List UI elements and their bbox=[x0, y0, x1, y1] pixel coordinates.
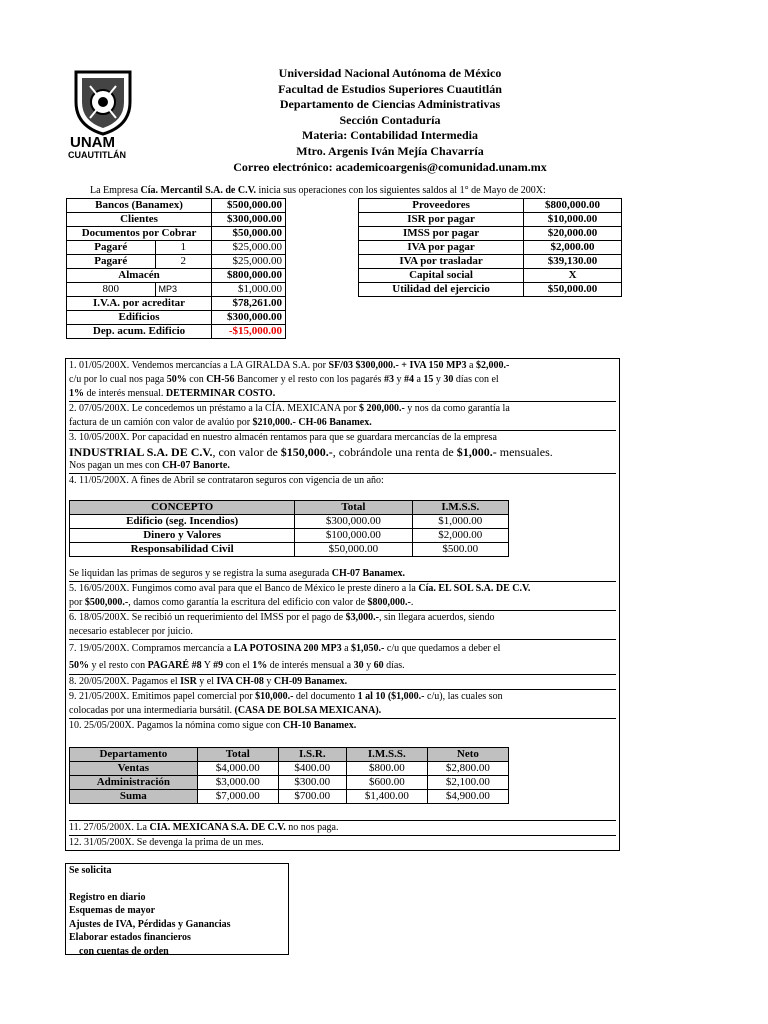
header-line: Departamento de Ciencias Administrativas bbox=[279, 97, 501, 112]
event-8: 8. 20/05/200X. Pagamos el ISR y el IVA CH-08 y CH-09 Banamex. bbox=[69, 675, 616, 690]
header-line: Sección Contaduría bbox=[339, 112, 441, 127]
pagare-number: 2 bbox=[155, 255, 212, 269]
account-name: Pagaré bbox=[67, 241, 156, 255]
column-header: I.M.S.S. bbox=[412, 501, 508, 515]
account-value: $20,000.00 bbox=[524, 227, 622, 241]
table-row: Administración $3,000.00 $300.00 $600.00 $2,100.00 bbox=[70, 776, 509, 790]
event-10: 10. 25/05/200X. Pagamos la nómina como sigue con CH-10 Banamex. Departamento Total I.S.R. I.M.S.S. Neto Ventas $4,000.00 $400.00 $800.00 $2,800.00 Administración $3,000.00 $300.00 $600.00 $2,100.00 Suma $7,000.00 $700.00 $1,400.00 $4,900.00 bbox=[69, 719, 616, 821]
event-3: 3. 10/05/200X. Por capacidad en nuestro almacén rentamos para que se guardara mercancías de la empresa INDUSTRIAL S.A. DE C.V., con valor de $150,000.-, cobrándole una renta de $1,000.- mensuales. Nos pagan un mes con CH-07 Banorte. bbox=[69, 431, 616, 474]
table-row: Edificio (seg. Incendios) $300,000.00 $1,000.00 bbox=[70, 515, 509, 529]
requirement-item: Esquemas de mayor bbox=[69, 905, 156, 916]
account-value: X bbox=[524, 269, 622, 283]
account-name: IVA por trasladar bbox=[359, 255, 524, 269]
event-4: 4. 11/05/200X. A fines de Abril se contrataron seguros con vigencia de un año: CONCEPTO Total I.M.S.S. Edificio (seg. Incendios) $300,000.00 $1,000.00 Dinero y Valores $100,000.00 $2,000.00 Responsabilidad Civil $50,000.00 $500.00 Se liquidan las primas de seguros y se registra la suma asegurada CH-07 Banamex. bbox=[69, 474, 616, 582]
account-name: Bancos (Banamex) bbox=[67, 199, 212, 213]
item-name: MP3 bbox=[155, 283, 212, 297]
requirement-item: Elaborar estados financieros bbox=[69, 932, 191, 943]
account-value: $300,000.00 bbox=[212, 311, 286, 325]
pagare-number: 1 bbox=[155, 241, 212, 255]
account-value: $300,000.00 bbox=[212, 213, 286, 227]
account-value: $800,000.00 bbox=[212, 269, 286, 283]
event-12: 12. 31/05/200X. Se devenga la prima de un mes. bbox=[69, 837, 264, 848]
header-line: Materia: Contabilidad Intermedia bbox=[302, 128, 478, 143]
account-value: $800,000.00 bbox=[524, 199, 622, 213]
column-header: Total bbox=[197, 748, 278, 762]
account-name: Documentos por Cobrar bbox=[67, 227, 212, 241]
event-1: 1. 01/05/200X. Vendemos mercancías a LA GIRALDA S.A. por SF/03 $300,000.- + IVA 150 MP3 a $2,000.- c/u por lo cual nos paga 50% con CH-56 Bancomer y el resto con los pagarés #3 y #4 a 15 y 30 días con el 1% de interés mensual. DETERMINAR COSTO. bbox=[69, 359, 616, 402]
account-value: $25,000.00 bbox=[212, 241, 286, 255]
requirements-box bbox=[65, 863, 289, 955]
account-value: $25,000.00 bbox=[212, 255, 286, 269]
table-row: Suma $7,000.00 $700.00 $1,400.00 $4,900.00 bbox=[70, 790, 509, 804]
account-name: IMSS por pagar bbox=[359, 227, 524, 241]
company-name: Cía. Mercantil S.A. de C.V. bbox=[140, 185, 257, 196]
column-header: I.M.S.S. bbox=[346, 748, 427, 762]
column-header: I.S.R. bbox=[278, 748, 346, 762]
requirements-title: Se solicita bbox=[69, 865, 112, 876]
event-7: 7. 19/05/200X. Compramos mercancía a LA POTOSINA 200 MP3 a $1,050.- c/u que quedamos a deber el 50% y el resto con PAGARÉ #8 Y #9 con el 1% de interés mensual a 30 y 60 días. bbox=[69, 640, 616, 675]
left-balances-table bbox=[66, 198, 286, 339]
account-value: $50,000.00 bbox=[212, 227, 286, 241]
account-value: $500,000.00 bbox=[212, 199, 286, 213]
account-name: Edificios bbox=[67, 311, 212, 325]
account-name: Capital social bbox=[359, 269, 524, 283]
account-name: Clientes bbox=[67, 213, 212, 227]
account-value: $78,261.00 bbox=[212, 297, 286, 311]
unam-shield-icon bbox=[68, 66, 138, 136]
event-9: 9. 21/05/200X. Emitimos papel comercial por $10,000.- del documento 1 al 10 ($1,000.- c/u), las cuales son colocadas por una intermediaria bursátil. (CASA DE BOLSA MEXICANA). bbox=[69, 690, 616, 719]
requirement-item: Ajustes de IVA, Pérdidas y Ganancias bbox=[69, 918, 231, 930]
column-header: Neto bbox=[427, 748, 508, 762]
account-name: Utilidad del ejercicio bbox=[359, 283, 524, 297]
account-name: ISR por pagar bbox=[359, 213, 524, 227]
header-line: Universidad Nacional Autónoma de México bbox=[278, 66, 502, 80]
account-name: I.V.A. por acreditar bbox=[67, 297, 212, 311]
column-header: CONCEPTO bbox=[70, 501, 295, 515]
account-name: Dep. acum. Edificio bbox=[67, 325, 212, 339]
requirement-item: Registro en diario bbox=[69, 891, 146, 903]
events-box bbox=[65, 358, 620, 851]
account-value-negative: -$15,000.00 bbox=[212, 325, 286, 339]
account-name: Almacén bbox=[67, 269, 212, 283]
header-line: Mtro. Argenis Iván Mejía Chavarría bbox=[296, 143, 484, 158]
account-value: $10,000.00 bbox=[524, 213, 622, 227]
account-value: $39,130.00 bbox=[524, 255, 622, 269]
intro-part: La Empresa bbox=[90, 185, 141, 196]
account-value: $1,000.00 bbox=[212, 283, 286, 297]
event-5: 5. 16/05/200X. Fungimos como aval para que el Banco de México le preste dinero a la Cía. EL SOL S.A. DE C.V. por $500,000.-, damos como garantía la escritura del edificio con valor de $800,000.-. bbox=[69, 582, 616, 611]
account-name: Proveedores bbox=[359, 199, 524, 213]
document-header bbox=[150, 66, 630, 175]
table-row: Dinero y Valores $100,000.00 $2,000.00 bbox=[70, 529, 509, 543]
event-2: 2. 07/05/200X. Le concedemos un préstamo a la CÍA. MEXICANA por $ 200,000.- y nos da como garantía la factura de un camión con valor de avalúo por $210,000.- CH-06 Banamex. bbox=[69, 402, 616, 431]
column-header: Total bbox=[295, 501, 412, 515]
event-11: 11. 27/05/200X. La CIA. MEXICANA S.A. DE C.V. no nos paga. bbox=[69, 821, 616, 836]
payroll-table bbox=[69, 747, 509, 804]
account-value: $50,000.00 bbox=[524, 283, 622, 297]
insurance-table bbox=[69, 500, 509, 557]
table-row: Responsabilidad Civil $50,000.00 $500.00 bbox=[70, 543, 509, 557]
account-name: Pagaré bbox=[67, 255, 156, 269]
right-balances-table bbox=[358, 198, 622, 297]
header-line: Correo electrónico: academicoargenis@comunidad.unam.mx bbox=[233, 159, 547, 174]
quantity: 800 bbox=[67, 283, 156, 297]
header-line: Facultad de Estudios Superiores Cuautitlán bbox=[278, 81, 502, 96]
requirement-item: con cuentas de orden bbox=[79, 945, 169, 957]
account-name: IVA por pagar bbox=[359, 241, 524, 255]
column-header: Departamento bbox=[70, 748, 198, 762]
intro-text bbox=[90, 185, 546, 196]
unam-logo bbox=[68, 66, 138, 162]
logo-subtext: CUAUTITLÁN bbox=[68, 150, 126, 160]
table-row: Ventas $4,000.00 $400.00 $800.00 $2,800.00 bbox=[70, 762, 509, 776]
event-6: 6. 18/05/200X. Se recibió un requerimiento del IMSS por el pago de $3,000.-, sin llegara acuerdos, siendo necesario establecer por juicio. bbox=[69, 611, 616, 640]
account-value: $2,000.00 bbox=[524, 241, 622, 255]
intro-part: inicia sus operaciones con los siguientes saldos al 1° de Mayo de 200X: bbox=[256, 185, 546, 196]
logo-text: UNAM bbox=[70, 134, 115, 151]
